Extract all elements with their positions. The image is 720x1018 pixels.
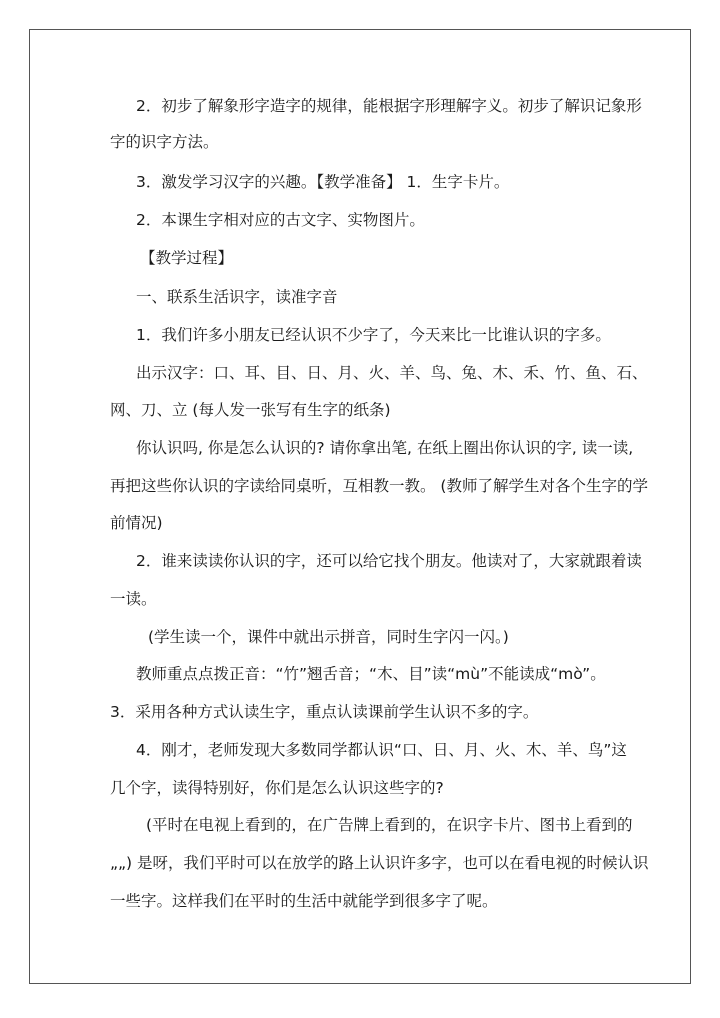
text-line: 教师重点点拨正音：“竹”翘舌音；“木、目”读“mù”不能读成“mò”。 [136, 665, 606, 683]
text-line: 2．谁来读读你认识的字，还可以给它找个朋友。他读对了，大家就跟着读 [136, 552, 642, 570]
text-line: 一读。 [110, 590, 157, 608]
text-line: 1．我们许多小朋友已经认识不少字了，今天来比一比谁认识的字多。 [136, 326, 611, 344]
text-line: 几个字，读得特别好，你们是怎么认识这些字的? [110, 779, 444, 797]
text-line: 前情况) [110, 514, 163, 532]
text-line: 3．激发学习汉字的兴趣。【教学准备】 1．生字卡片。 [136, 173, 510, 191]
text-line: 【教学过程】 [140, 249, 234, 267]
text-line: „„) 是呀，我们平时可以在放学的路上认识许多字，也可以在看电视的时候认识 [110, 854, 649, 872]
text-line: 3．采用各种方式认读生字，重点认读课前学生认识不多的字。 [110, 703, 539, 721]
text-line: 2．本课生字相对应的古文字、实物图片。 [136, 211, 425, 229]
text-line: 出示汉字：口、耳、目、日、月、火、羊、鸟、兔、木、禾、竹、鱼、石、 [136, 364, 648, 382]
text-line: 你认识吗, 你是怎么认识的? 请你拿出笔, 在纸上圈出你认识的字, 读一读, [136, 439, 634, 457]
text-line: (平时在电视上看到的，在广告牌上看到的，在识字卡片、图书上看到的 [146, 816, 633, 834]
text-line: 字的识字方法。 [110, 133, 219, 151]
text-line: 网、刀、立 (每人发一张写有生字的纸条) [110, 401, 391, 419]
text-line: 一些字。这样我们在平时的生活中就能学到很多字了呢。 [110, 892, 498, 910]
text-line: 一、联系生活识字，读准字音 [136, 288, 338, 306]
text-line: 再把这些你认识的字读给同桌听，互相教一教。 (教师了解学生对各个生字的学 [110, 477, 648, 495]
text-line: 2．初步了解象形字造字的规律，能根据字形理解字义。初步了解识记象形 [136, 97, 642, 115]
text-line: 4．刚才，老师发现大多数同学都认识“口、日、月、火、木、羊、鸟”这 [136, 741, 627, 759]
text-line: (学生读一个，课件中就出示拼音，同时生字闪一闪。) [148, 628, 509, 646]
